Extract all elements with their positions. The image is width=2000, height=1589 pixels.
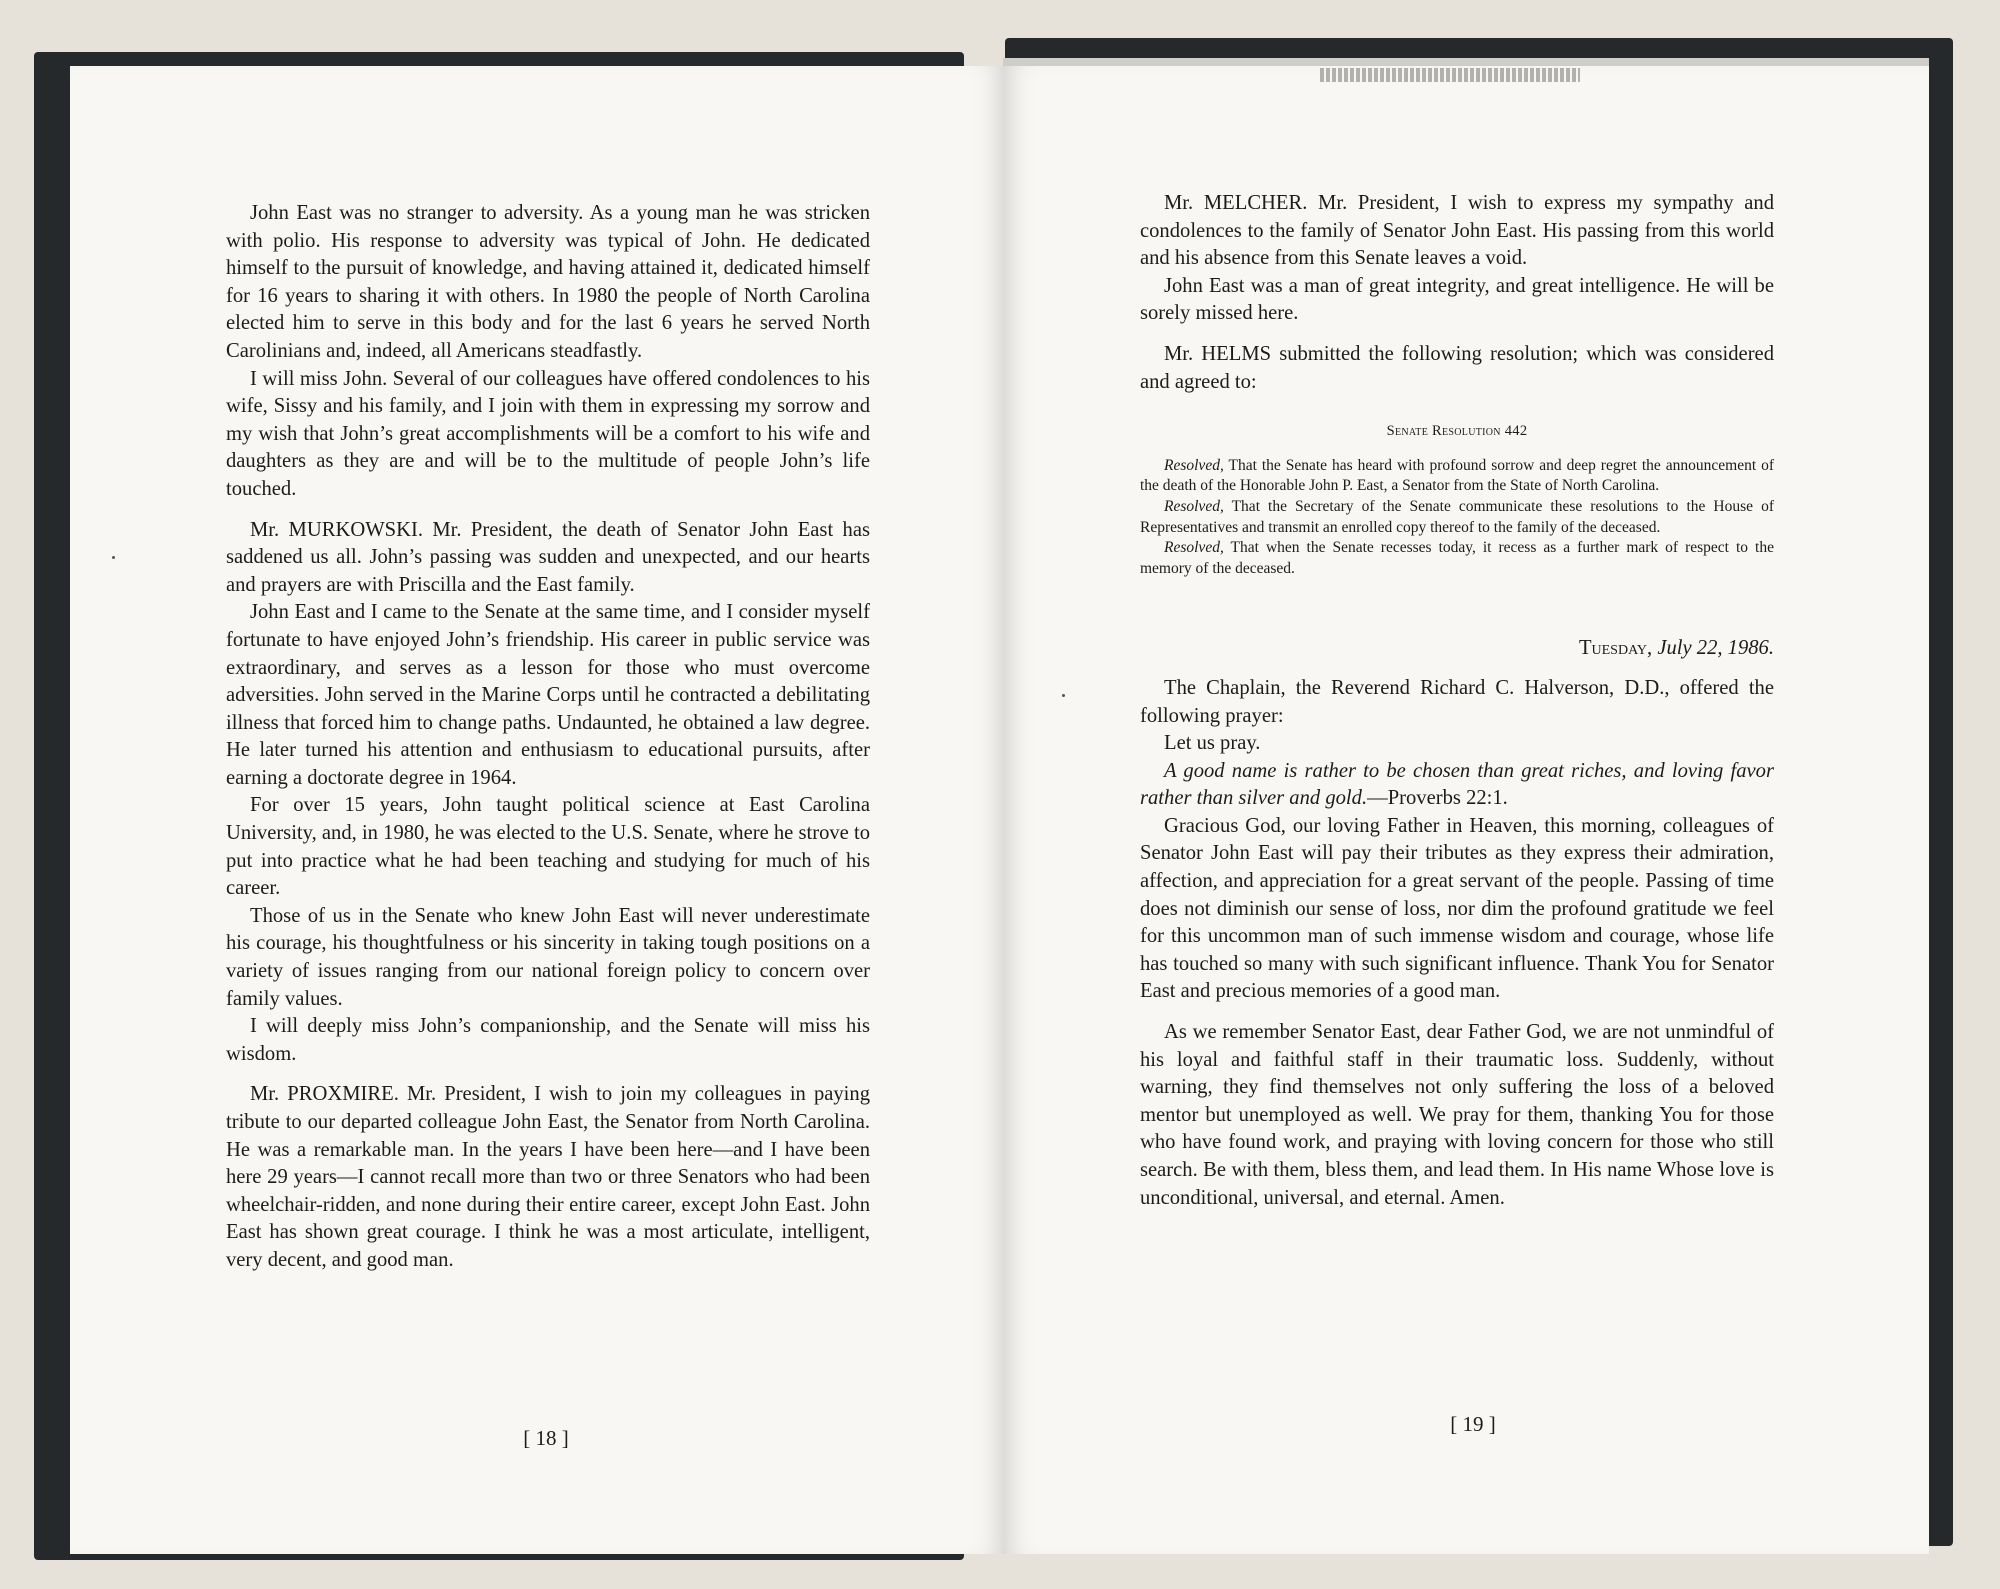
paragraph: The Chaplain, the Reverend Richard C. Halverson, D.D., offered the following prayer: <box>1140 676 1774 727</box>
right-page-text <box>1140 190 1774 1212</box>
paragraph: I will deeply miss John’s companionship, and the Senate will miss his wisdom. <box>226 1015 870 1065</box>
paragraph: As we remember Senator East, dear Father God, we are not unmindful of his loyal and faithful staff in their traumatic loss. Suddenly, without warning, they find themselves not only suffering the loss of a beloved mentor but unemployed as well. We pray for them, thanking You for those who have found work, and praying with loving concern for those who still search. Be with them, bless them, and lead them. In His name Whose love is unconditional, universal, and eternal. Amen. <box>1140 1021 1774 1209</box>
paragraph: Those of us in the Senate who knew John East will never underestimate his courage, his thoughtfulness or his sincerity in taking tough positions on a variety of issues ranging from our national foreign policy to concern over family values. <box>226 904 870 1010</box>
paragraph: Mr. PROXMIRE. Mr. President, I wish to join my colleagues in paying tribute to our departed colleague John East, the Senator from North Carolina. He was a remarkable man. In the years I have been here—and I have been here 29 years—I cannot recall more than two or three Senators who had been wheelchair-ridden, and none during their entire career, except John East. John East has shown great courage. I think he was a most articulate, intelligent, very decent, and good man. <box>226 1083 870 1271</box>
resolution-text: That the Senate has heard with profound sorrow and deep regret the announcement of the death of the Honorable John P. East, a Senator from the State of North Carolina. <box>1140 456 1774 495</box>
paragraph: For over 15 years, John taught political science at East Carolina University, and, in 1980, he was elected to the U.S. Senate, where he strove to put into practice what he had been teaching and studying for much of his career. <box>226 794 870 900</box>
paragraph: Mr. HELMS submitted the following resolution; which was considered and agreed to: <box>1140 342 1774 393</box>
paper-speck <box>112 556 115 559</box>
resolution-text: That the Secretary of the Senate communicate these resolutions to the House of Representatives and transmit an enrolled copy thereof to the family of the deceased. <box>1140 497 1774 536</box>
paragraph: Mr. MELCHER. Mr. President, I wish to express my sympathy and condolences to the family of Senator John East. His passing from this world and his absence from this Senate leaves a void. <box>1140 192 1774 270</box>
dateline <box>1140 635 1774 663</box>
paragraph: John East was a man of great integrity, and great intelligence. He will be sorely missed here. <box>1140 274 1774 325</box>
paragraph: John East and I came to the Senate at the same time, and I consider myself fortunate to have enjoyed John’s friendship. His career in public service was extraordinary, and serves as a lesson for those who must overcome adversities. John served in the Marine Corps until he contracted a debilitating illness that forced him to change paths. Undaunted, he obtained a law degree. He later turned his attention and enthusiasm to educational pursuits, after earning a doctorate degree in 1964. <box>226 601 870 789</box>
resolution-clause <box>1140 456 1774 497</box>
scripture-reference: —Proverbs 22:1. <box>1367 787 1508 810</box>
resolution-text: That when the Senate recesses today, it recess as a further mark of respect to the memory of the deceased. <box>1140 539 1774 577</box>
dateline-date: July 22, 1986. <box>1652 637 1774 660</box>
scripture <box>1140 758 1774 813</box>
paragraph: Gracious God, our loving Father in Heaven, this morning, colleagues of Senator John East will pay their tributes as they express their admiration, affection, and appreciation for a great servant of the people. Passing of time does not diminish our sense of loss, nor dim the profound gratitude we feel for this uncommon man of such immense wisdom and courage, whose life has touched so many with such significant influence. Thank You for Senator East and precious memories of a good man. <box>1140 814 1774 1003</box>
paragraph: Let us pray. <box>1164 732 1261 755</box>
resolved-lead: Resolved, <box>1164 456 1224 474</box>
running-head-bleed <box>1320 68 1580 82</box>
resolution-clause <box>1140 538 1774 579</box>
page-number-left: [ 18 ] <box>523 1426 569 1450</box>
resolution-clause <box>1140 497 1774 538</box>
paragraph: Mr. MURKOWSKI. Mr. President, the death of Senator John East has saddened us all. John’s passing was sudden and unexpected, and our hearts and prayers are with Priscilla and the East family. <box>226 518 870 596</box>
resolution-title: Senate Resolution 442 <box>1386 423 1528 440</box>
paragraph: John East was no stranger to adversity. As a young man he was stricken with polio. His response to adversity was typical of John. He dedicated himself to the pursuit of knowledge, and having attained it, dedicated himself for 16 years to sharing it with others. In 1980 the people of North Carolina elected him to serve in this body and for the last 6 years he served North Carolinians and, indeed, all Americans steadfastly. <box>226 202 870 362</box>
scripture-quote: A good name is rather to be chosen than great riches, and loving favor rather than silver and gold. <box>1140 759 1774 810</box>
paragraph: I will miss John. Several of our colleagues have offered condolences to his wife, Sissy and his family, and I join with them in expressing my sorrow and my wish that John’s great accomplishments will be a comfort to his wife and daughters as they are and will be to the multitude of people John’s life touched. <box>226 367 870 500</box>
paper-speck <box>1062 694 1065 697</box>
resolved-lead: Resolved, <box>1164 539 1224 557</box>
dateline-day: Tuesday, <box>1578 637 1653 660</box>
page-number-right: [ 19 ] <box>1450 1412 1496 1436</box>
resolved-lead: Resolved, <box>1164 497 1224 515</box>
left-page-text <box>226 200 870 1275</box>
